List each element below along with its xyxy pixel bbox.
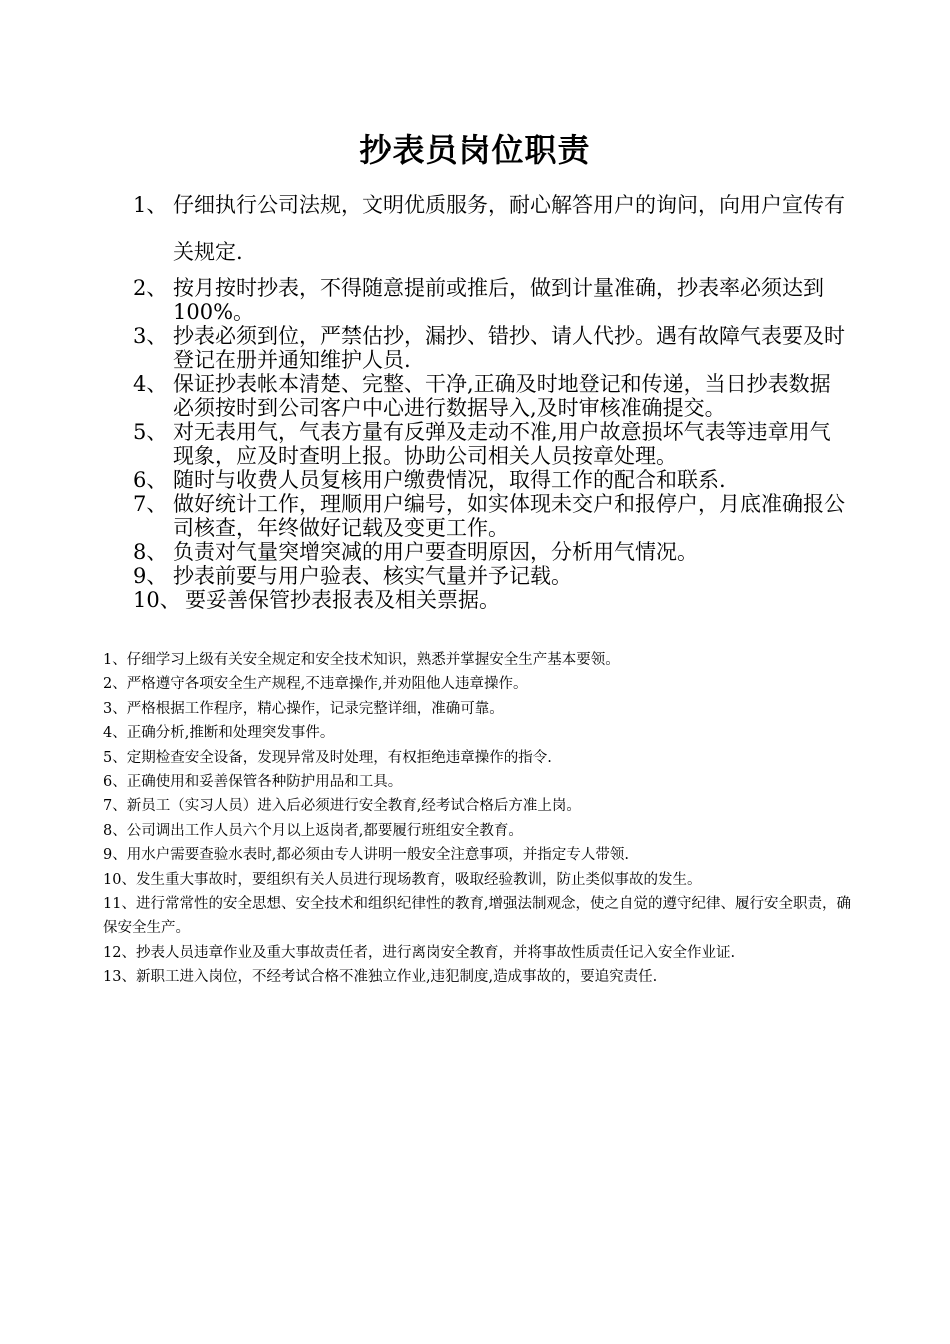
duty-number: 6、: [133, 468, 168, 492]
duty-item: [133, 564, 848, 588]
safety-rule: 11、进行常常性的安全思想、安全技术和组织纪律性的教育,增强法制观念，使之自觉的遵守纪律、履行安全职责，确保安全生产。: [103, 896, 852, 937]
duty-text: 抄表前要与用户验表、核实气量并予记载。: [173, 564, 572, 588]
duty-text: 负责对气量突增突减的用户要查明原因，分析用气情况。: [173, 540, 698, 564]
safety-rule: 1、仔细学习上级有关安全规定和安全技术知识，熟悉并掌握安全生产基本要领。: [103, 652, 620, 668]
duty-number: 4、: [133, 372, 168, 396]
safety-rule: 9、用水户需要查验水表时,都必须由专人讲明一般安全注意事项，并指定专人带领.: [103, 847, 629, 864]
safety-rule: 6、正确使用和妥善保管各种防护用品和工具。: [103, 774, 403, 791]
duty-item: [133, 372, 848, 420]
duty-number: 8、: [133, 540, 168, 564]
duty-number: 1、: [133, 193, 168, 217]
duty-item: [133, 492, 848, 540]
duty-text: 抄表必须到位，严禁估抄，漏抄、错抄、请人代抄。遇有故障气表要及时登记在册并通知维护人员.: [173, 324, 845, 372]
duty-text: 仔细执行公司法规，文明优质服务，耐心解答用户的询问，向用户宣传有关规定.: [173, 193, 845, 264]
duty-item: [133, 468, 848, 492]
duty-number: 3、: [133, 324, 168, 348]
duty-item: [133, 276, 848, 324]
safety-rule: 13、新职工进入岗位，不经考试合格不准独立作业,违犯制度,造成事故的，要追究责任.: [103, 969, 658, 986]
duty-item: [133, 182, 848, 276]
duty-item: [133, 540, 848, 564]
duty-text: 做好统计工作，理顺用户编号，如实体现未交户和报停户，月底准确报公司核查，年终做好记载及变更工作。: [173, 492, 845, 540]
safety-rules-list: [103, 648, 853, 990]
safety-rule: 4、正确分析,推断和处理突发事件。: [103, 725, 335, 742]
safety-rule: 3、严格根据工作程序，精心操作，记录完整详细，准确可靠。: [103, 700, 504, 717]
safety-rule: 7、新员工（实习人员）进入后必须进行安全教育,经考试合格后方准上岗。: [103, 798, 581, 815]
duty-item: [133, 588, 848, 612]
duty-item: [133, 324, 848, 372]
duty-text: 要妥善保管抄表报表及相关票据。: [185, 588, 500, 612]
duty-text: 随时与收费人员复核用户缴费情况，取得工作的配合和联系.: [173, 468, 726, 492]
duty-number: 10、: [133, 588, 181, 612]
safety-rule: 2、严格遵守各项安全生产规程,不违章操作,并劝阻他人违章操作。: [103, 676, 528, 693]
duties-list: [133, 182, 848, 612]
duty-item: [133, 420, 848, 468]
duty-text: 保证抄表帐本清楚、完整、干净,正确及时地登记和传递，当日抄表数据必须按时到公司客户中心进行数据导入,及时审核准确提交。: [173, 372, 831, 420]
safety-rule: 12、抄表人员违章作业及重大事故责任者，进行离岗安全教育，并将事故性质责任记入安全作业证.: [103, 944, 736, 961]
duty-number: 5、: [133, 420, 168, 444]
duty-number: 9、: [133, 564, 168, 588]
duty-number: 7、: [133, 492, 168, 516]
safety-rule: 8、公司调出工作人员六个月以上返岗者,都要履行班组安全教育。: [103, 822, 523, 839]
safety-rule: 5、定期检查安全设备，发现异常及时处理，有权拒绝违章操作的指令.: [103, 749, 552, 766]
document-title: 抄表员岗位职责: [359, 131, 591, 169]
safety-rule: 10、发生重大事故时，要组织有关人员进行现场教育，吸取经验教训，防止类似事故的发生。: [103, 871, 702, 888]
duty-number: 2、: [133, 276, 168, 300]
duty-text: 按月按时抄表，不得随意提前或推后，做到计量准确，抄表率必须达到100%。: [173, 276, 824, 324]
duty-text: 对无表用气，气表方量有反弹及走动不准,用户故意损坏气表等违章用气现象，应及时查明上报。协助公司相关人员按章处理。: [173, 420, 831, 468]
